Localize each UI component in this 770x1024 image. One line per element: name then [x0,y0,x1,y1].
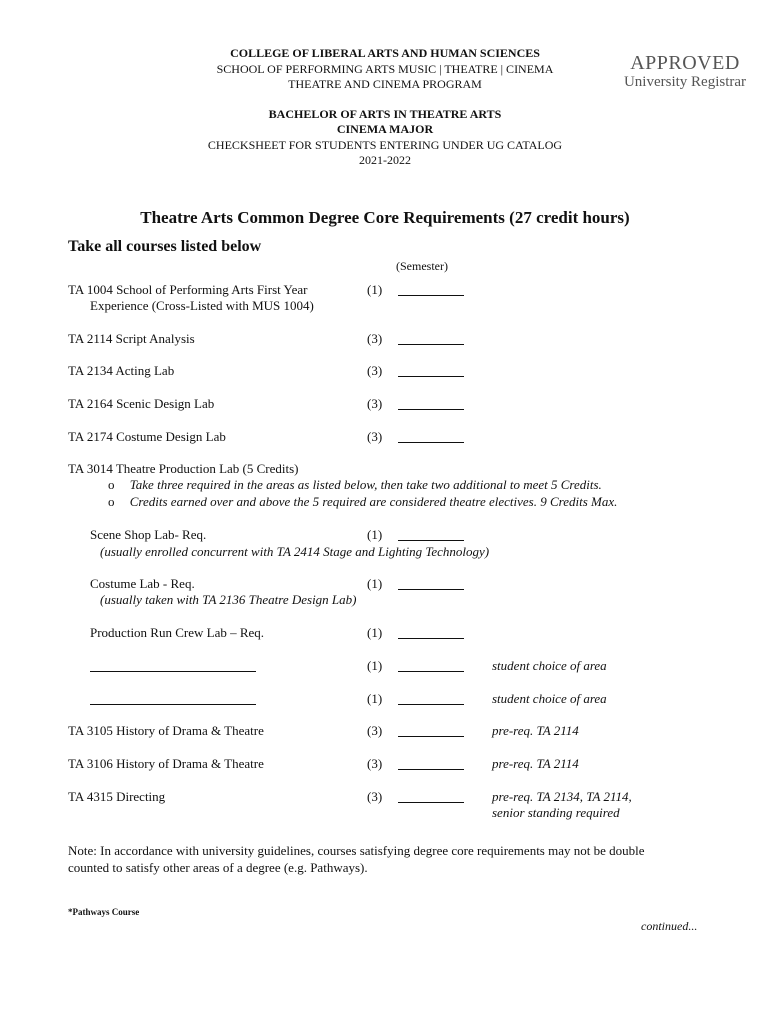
program-name: THEATRE AND CINEMA PROGRAM [288,77,482,91]
semester-blank[interactable] [398,724,464,737]
lab-credits: (1) [367,576,383,591]
semester-blank[interactable] [398,430,464,443]
bullet-text: Credits earned over and above the 5 required are considered theatre electives. 9 Credits Max. [129,494,618,509]
prereq-line: pre-req. TA 2134, TA 2114, [492,789,632,804]
stamp-registrar-text: University Registrar [623,74,747,90]
choice-credits: (1) [367,658,383,673]
bullet-item [108,494,617,510]
semester-blank[interactable] [398,528,464,541]
prereq-note [492,789,632,821]
choice-note: student choice of area [492,691,607,706]
lab-note: (usually taken with TA 2136 Theatre Design Lab) [100,592,357,607]
course-credits: (3) [367,723,383,738]
semester-blank[interactable] [398,659,464,672]
course-credits: (3) [367,396,383,411]
semester-blank[interactable] [398,332,464,345]
lab-name: Scene Shop Lab- Req. [90,527,207,542]
course-name: TA 1004 School of Performing Arts First Year [68,282,308,297]
bullet-marker: o [108,494,115,509]
semester-label: (Semester) [396,259,448,273]
production-lab-title: TA 3014 Theatre Production Lab (5 Credits) [68,461,299,476]
semester-blank[interactable] [398,692,464,705]
semester-blank[interactable] [398,790,464,803]
choice-credits: (1) [367,691,383,706]
lab-name: Costume Lab - Req. [90,576,195,591]
course-name: TA 2114 Script Analysis [68,331,195,346]
lab-name: Production Run Crew Lab – Req. [90,625,265,640]
course-name: TA 3106 History of Drama & Theatre [68,756,264,771]
course-name: TA 4315 Directing [68,789,166,804]
course-row [68,282,314,314]
course-name: TA 3105 History of Drama & Theatre [68,723,264,738]
bullet-text: Take three required in the areas as listed below, then take two additional to meet 5 Credits. [129,477,602,492]
semester-blank[interactable] [398,757,464,770]
course-name-cont: Experience (Cross-Listed with MUS 1004) [90,298,314,313]
major-name: CINEMA MAJOR [336,122,434,136]
footnote: *Pathways Course [68,907,140,917]
bullet-marker: o [108,477,115,492]
course-credits: (3) [367,363,383,378]
prereq-note: pre-req. TA 2114 [492,756,579,771]
college-name: COLLEGE OF LIBERAL ARTS AND HUMAN SCIENCES [230,46,540,60]
course-credits: (3) [367,789,383,804]
semester-blank[interactable] [398,283,464,296]
section-subtitle: Take all courses listed below [68,238,262,255]
course-credits: (3) [367,756,383,771]
lab-credits: (1) [367,625,383,640]
course-credits: (1) [367,282,383,297]
course-name-blank[interactable] [90,692,256,705]
course-name-blank[interactable] [90,659,256,672]
degree-name: BACHELOR OF ARTS IN THEATRE ARTS [268,107,502,121]
course-credits: (3) [367,429,383,444]
continued-label: continued... [641,919,698,933]
semester-blank[interactable] [398,364,464,377]
course-name: TA 2174 Costume Design Lab [68,429,226,444]
semester-blank[interactable] [398,577,464,590]
course-name: TA 2164 Scenic Design Lab [68,396,215,411]
prereq-line: senior standing required [492,805,620,820]
catalog-year: 2021-2022 [359,153,411,167]
school-name: SCHOOL OF PERFORMING ARTS MUSIC | THEATRE | CINEMA [216,62,554,76]
lab-credits: (1) [367,527,383,542]
stamp-approved-text: APPROVED [630,52,740,74]
lab-note: (usually enrolled concurrent with TA 2414 Stage and Lighting Technology) [100,544,490,559]
approved-stamp [612,52,758,91]
bullet-item [108,477,602,493]
choice-note: student choice of area [492,658,607,673]
course-name: TA 2134 Acting Lab [68,363,175,378]
prereq-note: pre-req. TA 2114 [492,723,579,738]
semester-blank[interactable] [398,626,464,639]
section-title: Theatre Arts Common Degree Core Requirements (27 credit hours) [140,208,630,227]
degree-note: Note: In accordance with university guidelines, courses satisfying degree core requirements may not be double counted to satisfy other areas of a degree (e.g. Pathways). [68,843,645,875]
checksheet-label: CHECKSHEET FOR STUDENTS ENTERING UNDER UG CATALOG [207,138,563,152]
course-credits: (3) [367,331,383,346]
semester-blank[interactable] [398,397,464,410]
